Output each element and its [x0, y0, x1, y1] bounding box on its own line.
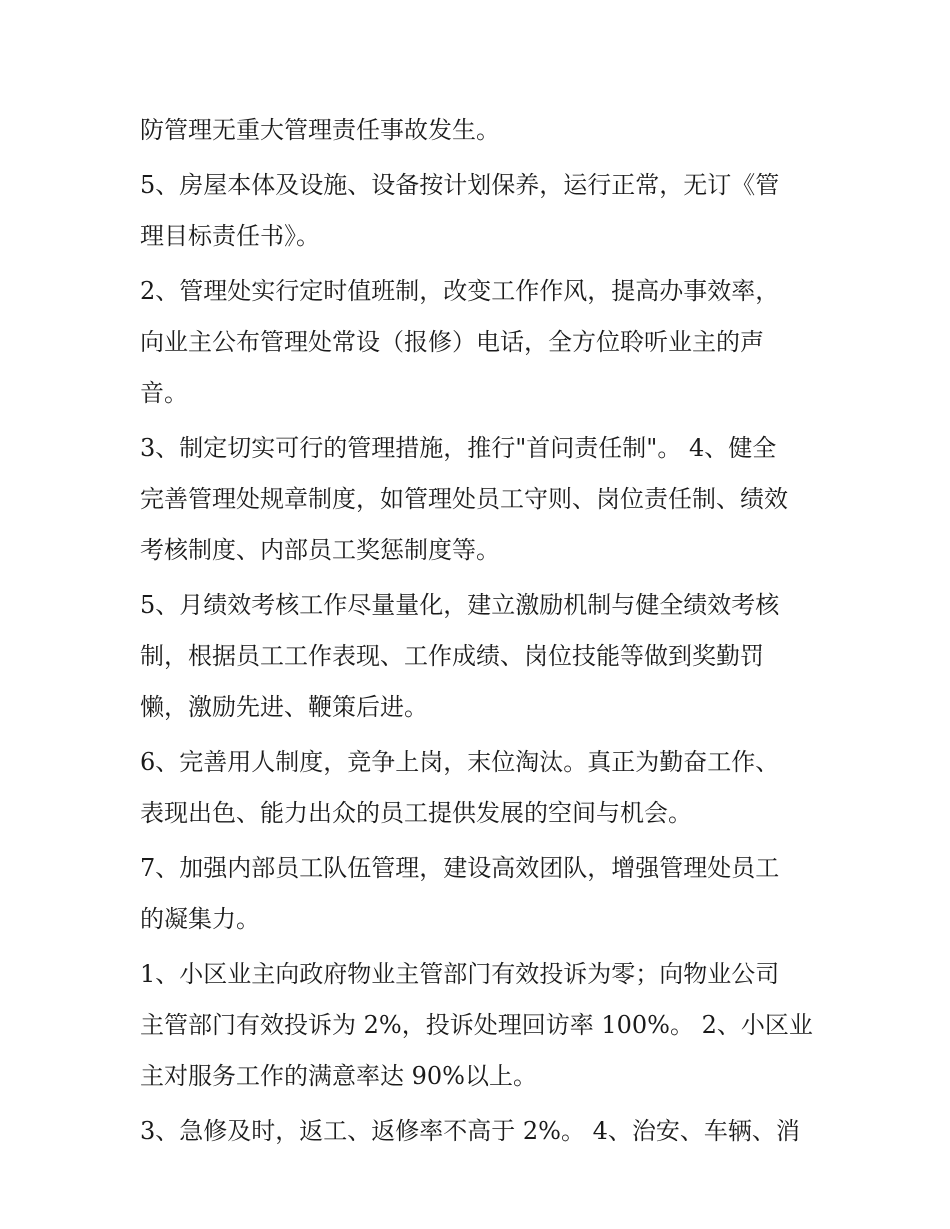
text-line: 的凝集力。 [140, 905, 260, 933]
text-line: 5、月绩效考核工作尽量量化，建立激励机制与健全绩效考核 [140, 591, 780, 619]
text-line: 考核制度、内部员工奖惩制度等。 [140, 536, 500, 564]
text-line: 2、管理处实行定时值班制，改变工作作风，提高办事效率， [140, 277, 780, 305]
text-line: 防管理无重大管理责任事故发生。 [140, 116, 500, 144]
document-body [140, 105, 820, 1157]
paragraph-9 [140, 1106, 820, 1157]
text-line: 向业主公布管理处常设（报修）电话，全方位聆听业主的声 [140, 328, 764, 356]
text-line: 6、完善用人制度，竞争上岗，末位淘汰。真正为勤奋工作、 [140, 748, 780, 776]
text-line: 懒，激励先进、鞭策后进。 [140, 693, 428, 721]
text-line: 主对服务工作的满意率达 90%以上。 [140, 1062, 537, 1090]
text-line: 音。 [140, 379, 188, 407]
paragraph-3 [140, 266, 820, 419]
paragraph-1 [140, 105, 820, 156]
text-line: 表现出色、能力出众的员工提供发展的空间与机会。 [140, 799, 692, 827]
paragraph-2 [140, 160, 820, 262]
paragraph-6 [140, 737, 820, 839]
text-line: 7、加强内部员工队伍管理，建设高效团队，增强管理处员工 [140, 854, 780, 882]
text-line: 1、小区业主向政府物业主管部门有效投诉为零；向物业公司 [140, 960, 780, 988]
text-line: 主管部门有效投诉为 2%，投诉处理回访率 100%。 2、小区业 [140, 1011, 813, 1039]
paragraph-5 [140, 580, 820, 733]
text-line: 3、急修及时，返工、返修率不高于 2%。 4、治安、车辆、消 [140, 1117, 800, 1145]
paragraph-7 [140, 843, 820, 945]
paragraph-4 [140, 423, 820, 576]
text-line: 3、制定切实可行的管理措施，推行"首问责任制"。 4、健全 [140, 434, 777, 462]
paragraph-8 [140, 949, 820, 1102]
text-line: 5、房屋本体及设施、设备按计划保养，运行正常，无订《管 [140, 171, 780, 199]
text-line: 理目标责任书》。 [140, 222, 320, 250]
text-line: 制，根据员工工作表现、工作成绩、岗位技能等做到奖勤罚 [140, 642, 764, 670]
text-line: 完善管理处规章制度，如管理处员工守则、岗位责任制、绩效 [140, 485, 788, 513]
